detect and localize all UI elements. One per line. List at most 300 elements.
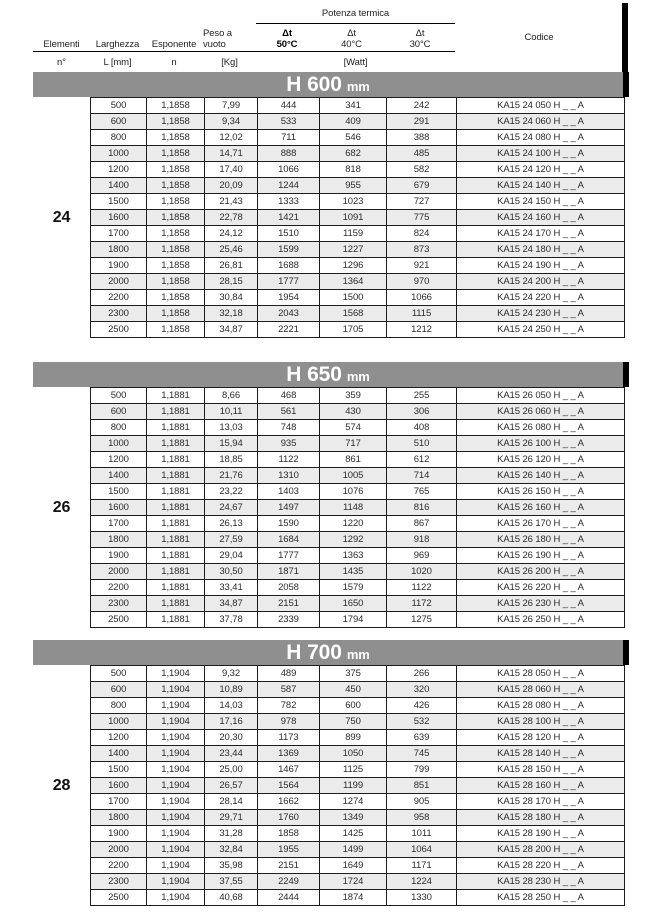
cell-larghezza: 2200 <box>108 860 129 871</box>
col-label-codice: Codice <box>524 31 554 43</box>
cell-peso-a-vuoto: 24,67 <box>204 500 257 515</box>
cell-watt-50: 2058 <box>257 580 319 595</box>
cell-codice: KA15 24 170 H _ _ A <box>456 226 624 241</box>
table-row <box>91 226 624 242</box>
cell-watt-50: 468 <box>257 388 319 403</box>
cell-watt-40: 717 <box>319 436 386 451</box>
section-unit: mm <box>346 79 370 94</box>
table-row <box>91 890 624 906</box>
cell-watt-50: 1954 <box>257 290 319 305</box>
cell-codice: KA15 28 150 H _ _ A <box>456 762 624 777</box>
cell-peso-a-vuoto: 21,76 <box>204 468 257 483</box>
cell-peso-a-vuoto: 31,28 <box>204 826 257 841</box>
cell-peso-a-vuoto: 29,71 <box>204 810 257 825</box>
delta-t-40-temp: 40°C <box>341 39 362 50</box>
cell-esponente: 1,1858 <box>146 306 204 321</box>
cell-watt-40: 1227 <box>319 242 386 257</box>
cell-larghezza: 2200 <box>108 582 129 593</box>
cell-larghezza: 1400 <box>108 470 129 481</box>
cell-watt-30: 1115 <box>386 306 456 321</box>
col-header-codice <box>455 24 623 50</box>
cell-larghezza: 2200 <box>108 292 129 303</box>
delta-t-50-temp: 50°C <box>276 39 298 50</box>
cell-watt-40: 1159 <box>319 226 386 241</box>
cell-watt-40: 1425 <box>319 826 386 841</box>
cell-peso-a-vuoto: 37,55 <box>204 874 257 889</box>
col-subheader-kg: [Kg] <box>221 56 238 68</box>
cell-watt-30: 426 <box>386 698 456 713</box>
col-header-esponente <box>145 24 203 50</box>
cell-watt-30: 1171 <box>386 858 456 873</box>
col-label-larghezza: Larghezza <box>95 39 140 50</box>
cell-watt-40: 1292 <box>319 532 386 547</box>
table-row <box>91 290 624 306</box>
cell-esponente: 1,1881 <box>146 564 204 579</box>
table-row <box>91 420 624 436</box>
cell-watt-40: 1274 <box>319 794 386 809</box>
cell-codice: KA15 26 190 H _ _ A <box>456 548 624 563</box>
cell-codice: KA15 28 190 H _ _ A <box>456 826 624 841</box>
cell-esponente: 1,1881 <box>146 532 204 547</box>
cell-peso-a-vuoto: 27,59 <box>204 532 257 547</box>
cell-watt-50: 2221 <box>257 322 319 337</box>
cell-codice: KA15 24 220 H _ _ A <box>456 290 624 305</box>
cell-watt-30: 1224 <box>386 874 456 889</box>
cell-codice: KA15 28 160 H _ _ A <box>456 778 624 793</box>
table-row <box>91 404 624 420</box>
cell-larghezza: 2300 <box>108 876 129 887</box>
cell-watt-50: 1403 <box>257 484 319 499</box>
cell-watt-50: 2043 <box>257 306 319 321</box>
cell-watt-30: 1066 <box>386 290 456 305</box>
section-unit: mm <box>346 369 370 384</box>
cell-peso-a-vuoto: 30,84 <box>204 290 257 305</box>
cell-peso-a-vuoto: 35,98 <box>204 858 257 873</box>
cell-peso-a-vuoto: 12,02 <box>204 130 257 145</box>
cell-watt-40: 899 <box>319 730 386 745</box>
cell-watt-50: 748 <box>257 420 319 435</box>
cell-larghezza: 1900 <box>108 828 129 839</box>
cell-watt-50: 1497 <box>257 500 319 515</box>
cell-watt-50: 1244 <box>257 178 319 193</box>
cell-peso-a-vuoto: 7,99 <box>204 98 257 113</box>
cell-watt-30: 765 <box>386 484 456 499</box>
cell-codice: KA15 24 190 H _ _ A <box>456 258 624 273</box>
table-row <box>91 778 624 794</box>
cell-watt-40: 409 <box>319 114 386 129</box>
cell-watt-40: 1499 <box>319 842 386 857</box>
cell-watt-50: 1369 <box>257 746 319 761</box>
cell-peso-a-vuoto: 17,40 <box>204 162 257 177</box>
col-header-elementi <box>33 24 90 50</box>
cell-watt-30: 1011 <box>386 826 456 841</box>
cell-watt-40: 1125 <box>319 762 386 777</box>
cell-peso-a-vuoto: 13,03 <box>204 420 257 435</box>
cell-peso-a-vuoto: 29,04 <box>204 548 257 563</box>
cell-larghezza: 500 <box>110 390 127 401</box>
section-table <box>90 387 625 628</box>
cell-watt-50: 1599 <box>257 242 319 257</box>
cell-watt-40: 1050 <box>319 746 386 761</box>
cell-watt-30: 679 <box>386 178 456 193</box>
cell-esponente: 1,1904 <box>146 746 204 761</box>
table-row <box>91 210 624 226</box>
cell-esponente: 1,1904 <box>146 794 204 809</box>
cell-watt-50: 1066 <box>257 162 319 177</box>
cell-esponente: 1,1858 <box>146 258 204 273</box>
cell-watt-30: 745 <box>386 746 456 761</box>
cell-codice: KA15 26 140 H _ _ A <box>456 468 624 483</box>
cell-larghezza: 1800 <box>108 244 129 255</box>
table-row <box>91 500 624 516</box>
col-header-larghezza <box>90 24 145 50</box>
table-row <box>91 596 624 612</box>
cell-codice: KA15 24 160 H _ _ A <box>456 210 624 225</box>
cell-codice: KA15 26 250 H _ _ A <box>456 612 624 627</box>
cell-larghezza: 1000 <box>108 716 129 727</box>
header-underline <box>33 51 455 52</box>
cell-esponente: 1,1881 <box>146 548 204 563</box>
cell-codice: KA15 26 060 H _ _ A <box>456 404 624 419</box>
table-row <box>91 98 624 114</box>
cell-codice: KA15 28 060 H _ _ A <box>456 682 624 697</box>
cell-watt-50: 782 <box>257 698 319 713</box>
cell-watt-30: 639 <box>386 730 456 745</box>
section-table <box>90 97 625 338</box>
cell-larghezza: 1000 <box>108 438 129 449</box>
cell-esponente: 1,1858 <box>146 98 204 113</box>
cell-codice: KA15 28 120 H _ _ A <box>456 730 624 745</box>
cell-watt-40: 600 <box>319 698 386 713</box>
cell-watt-40: 1579 <box>319 580 386 595</box>
cell-watt-50: 1858 <box>257 826 319 841</box>
cell-esponente: 1,1904 <box>146 666 204 681</box>
cell-watt-50: 1564 <box>257 778 319 793</box>
cell-watt-40: 1349 <box>319 810 386 825</box>
cell-watt-40: 1650 <box>319 596 386 611</box>
cell-codice: KA15 28 250 H _ _ A <box>456 890 624 905</box>
cell-watt-30: 1212 <box>386 322 456 337</box>
cell-watt-30: 1064 <box>386 842 456 857</box>
table-row <box>91 306 624 322</box>
cell-larghezza: 1800 <box>108 534 129 545</box>
table-row <box>91 682 624 698</box>
cell-watt-40: 1296 <box>319 258 386 273</box>
table-row <box>91 146 624 162</box>
cell-watt-30: 612 <box>386 452 456 467</box>
col-label-peso-a-vuoto: Peso a vuoto <box>203 28 232 50</box>
table-row <box>91 564 624 580</box>
cell-peso-a-vuoto: 22,78 <box>204 210 257 225</box>
cell-watt-30: 388 <box>386 130 456 145</box>
cell-watt-30: 291 <box>386 114 456 129</box>
cell-watt-30: 1122 <box>386 580 456 595</box>
cell-codice: KA15 26 100 H _ _ A <box>456 436 624 451</box>
cell-codice: KA15 24 050 H _ _ A <box>456 98 624 113</box>
cell-watt-40: 861 <box>319 452 386 467</box>
cell-watt-40: 750 <box>319 714 386 729</box>
cell-codice: KA15 26 050 H _ _ A <box>456 388 624 403</box>
cell-esponente: 1,1904 <box>146 714 204 729</box>
cell-watt-40: 1874 <box>319 890 386 905</box>
cell-peso-a-vuoto: 21,43 <box>204 194 257 209</box>
cell-watt-50: 1590 <box>257 516 319 531</box>
cell-codice: KA15 26 180 H _ _ A <box>456 532 624 547</box>
cell-peso-a-vuoto: 28,14 <box>204 794 257 809</box>
table-row <box>91 388 624 404</box>
cell-codice: KA15 26 080 H _ _ A <box>456 420 624 435</box>
cell-watt-30: 727 <box>386 194 456 209</box>
section-h-600 <box>0 72 659 338</box>
col-subheader-watt: [Watt] <box>343 56 368 68</box>
cell-watt-40: 1076 <box>319 484 386 499</box>
section-h-700 <box>0 640 659 906</box>
cell-peso-a-vuoto: 15,94 <box>204 436 257 451</box>
cell-watt-40: 450 <box>319 682 386 697</box>
cell-esponente: 1,1858 <box>146 130 204 145</box>
cell-watt-50: 2151 <box>257 858 319 873</box>
cell-larghezza: 2300 <box>108 598 129 609</box>
cell-watt-30: 1330 <box>386 890 456 905</box>
section-banner <box>33 362 623 387</box>
sections-container <box>0 72 659 906</box>
cell-watt-30: 510 <box>386 436 456 451</box>
cell-codice: KA15 26 220 H _ _ A <box>456 580 624 595</box>
cell-watt-30: 582 <box>386 162 456 177</box>
cell-peso-a-vuoto: 14,03 <box>204 698 257 713</box>
cell-esponente: 1,1858 <box>146 210 204 225</box>
table-row <box>91 746 624 762</box>
table-row <box>91 532 624 548</box>
cell-esponente: 1,1881 <box>146 596 204 611</box>
cell-codice: KA15 28 170 H _ _ A <box>456 794 624 809</box>
cell-watt-50: 1760 <box>257 810 319 825</box>
table-row <box>91 580 624 596</box>
cell-larghezza: 500 <box>110 100 127 111</box>
section-title: H 600 <box>286 73 342 96</box>
cell-codice: KA15 26 230 H _ _ A <box>456 596 624 611</box>
table-row <box>91 114 624 130</box>
cell-watt-50: 888 <box>257 146 319 161</box>
cell-larghezza: 1200 <box>108 732 129 743</box>
cell-esponente: 1,1881 <box>146 516 204 531</box>
section-h-650 <box>0 362 659 628</box>
cell-peso-a-vuoto: 17,16 <box>204 714 257 729</box>
cell-esponente: 1,1881 <box>146 420 204 435</box>
cell-peso-a-vuoto: 9,32 <box>204 666 257 681</box>
cell-watt-30: 242 <box>386 98 456 113</box>
table-row <box>91 322 624 338</box>
table-row <box>91 242 624 258</box>
cell-watt-50: 533 <box>257 114 319 129</box>
table-row <box>91 516 624 532</box>
cell-larghezza: 2500 <box>108 892 129 903</box>
cell-esponente: 1,1881 <box>146 612 204 627</box>
cell-larghezza: 1500 <box>108 764 129 775</box>
cell-larghezza: 1600 <box>108 212 129 223</box>
cell-codice: KA15 26 120 H _ _ A <box>456 452 624 467</box>
cell-larghezza: 2000 <box>108 276 129 287</box>
cell-larghezza: 1000 <box>108 148 129 159</box>
cell-watt-40: 818 <box>319 162 386 177</box>
cell-watt-30: 824 <box>386 226 456 241</box>
cell-peso-a-vuoto: 26,81 <box>204 258 257 273</box>
cell-watt-40: 1500 <box>319 290 386 305</box>
cell-watt-30: 905 <box>386 794 456 809</box>
cell-watt-30: 532 <box>386 714 456 729</box>
cell-larghezza: 800 <box>110 422 127 433</box>
col-label-elementi: Elementi <box>43 39 80 50</box>
cell-codice: KA15 28 230 H _ _ A <box>456 874 624 889</box>
table-row <box>91 274 624 290</box>
cell-watt-50: 1777 <box>257 548 319 563</box>
cell-watt-50: 1310 <box>257 468 319 483</box>
cell-watt-40: 1364 <box>319 274 386 289</box>
cell-larghezza: 1400 <box>108 180 129 191</box>
cell-peso-a-vuoto: 40,68 <box>204 890 257 905</box>
cell-watt-40: 1435 <box>319 564 386 579</box>
cell-watt-40: 341 <box>319 98 386 113</box>
cell-peso-a-vuoto: 10,89 <box>204 682 257 697</box>
cell-watt-40: 1568 <box>319 306 386 321</box>
section-banner <box>33 72 623 97</box>
cell-esponente: 1,1858 <box>146 162 204 177</box>
cell-watt-30: 255 <box>386 388 456 403</box>
cell-watt-30: 958 <box>386 810 456 825</box>
cell-esponente: 1,1904 <box>146 682 204 697</box>
cell-watt-40: 1724 <box>319 874 386 889</box>
col-subheader-n-exp: n <box>171 56 177 68</box>
cell-larghezza: 1600 <box>108 502 129 513</box>
cell-codice: KA15 26 160 H _ _ A <box>456 500 624 515</box>
cell-codice: KA15 26 170 H _ _ A <box>456 516 624 531</box>
cell-codice: KA15 24 060 H _ _ A <box>456 114 624 129</box>
cell-peso-a-vuoto: 26,57 <box>204 778 257 793</box>
cell-watt-40: 1199 <box>319 778 386 793</box>
element-count-label: 28 <box>52 776 71 794</box>
cell-esponente: 1,1881 <box>146 404 204 419</box>
cell-watt-40: 359 <box>319 388 386 403</box>
cell-watt-30: 320 <box>386 682 456 697</box>
cell-watt-50: 1467 <box>257 762 319 777</box>
cell-esponente: 1,1904 <box>146 874 204 889</box>
cell-larghezza: 600 <box>110 116 127 127</box>
cell-esponente: 1,1881 <box>146 580 204 595</box>
cell-watt-30: 306 <box>386 404 456 419</box>
cell-watt-50: 1955 <box>257 842 319 857</box>
cell-codice: KA15 28 200 H _ _ A <box>456 842 624 857</box>
cell-watt-40: 546 <box>319 130 386 145</box>
cell-watt-40: 430 <box>319 404 386 419</box>
cell-codice: KA15 28 100 H _ _ A <box>456 714 624 729</box>
cell-esponente: 1,1904 <box>146 842 204 857</box>
table-row <box>91 194 624 210</box>
cell-larghezza: 2000 <box>108 566 129 577</box>
cell-esponente: 1,1904 <box>146 730 204 745</box>
cell-codice: KA15 24 120 H _ _ A <box>456 162 624 177</box>
cell-esponente: 1,1881 <box>146 388 204 403</box>
cell-peso-a-vuoto: 10,11 <box>204 404 257 419</box>
cell-esponente: 1,1881 <box>146 452 204 467</box>
table-row <box>91 730 624 746</box>
cell-watt-30: 714 <box>386 468 456 483</box>
cell-peso-a-vuoto: 33,41 <box>204 580 257 595</box>
cell-peso-a-vuoto: 34,87 <box>204 596 257 611</box>
table-row <box>91 178 624 194</box>
cell-watt-50: 711 <box>257 130 319 145</box>
cell-esponente: 1,1904 <box>146 762 204 777</box>
section-body <box>33 387 659 628</box>
cell-peso-a-vuoto: 9,34 <box>204 114 257 129</box>
cell-watt-50: 1777 <box>257 274 319 289</box>
cell-codice: KA15 26 200 H _ _ A <box>456 564 624 579</box>
cell-watt-50: 1173 <box>257 730 319 745</box>
cell-watt-50: 1421 <box>257 210 319 225</box>
cell-peso-a-vuoto: 20,09 <box>204 178 257 193</box>
cell-larghezza: 1500 <box>108 486 129 497</box>
cell-watt-50: 1662 <box>257 794 319 809</box>
table-row <box>91 436 624 452</box>
cell-codice: KA15 28 050 H _ _ A <box>456 666 624 681</box>
cell-larghezza: 1200 <box>108 164 129 175</box>
cell-codice: KA15 24 250 H _ _ A <box>456 322 624 337</box>
cell-watt-30: 1275 <box>386 612 456 627</box>
cell-codice: KA15 28 220 H _ _ A <box>456 858 624 873</box>
cell-watt-30: 918 <box>386 532 456 547</box>
cell-watt-50: 1510 <box>257 226 319 241</box>
cell-codice: KA15 28 140 H _ _ A <box>456 746 624 761</box>
section-unit: mm <box>346 647 370 662</box>
cell-esponente: 1,1858 <box>146 194 204 209</box>
cell-watt-40: 1091 <box>319 210 386 225</box>
cell-larghezza: 1700 <box>108 518 129 529</box>
cell-watt-50: 489 <box>257 666 319 681</box>
cell-watt-40: 375 <box>319 666 386 681</box>
cell-watt-50: 2339 <box>257 612 319 627</box>
cell-esponente: 1,1904 <box>146 890 204 905</box>
cell-larghezza: 600 <box>110 684 127 695</box>
cell-larghezza: 800 <box>110 132 127 143</box>
cell-codice: KA15 24 150 H _ _ A <box>456 194 624 209</box>
cell-codice: KA15 28 080 H _ _ A <box>456 698 624 713</box>
col-subheader-l-mm: L [mm] <box>103 56 132 68</box>
col-header-delta-t-50 <box>256 24 318 50</box>
cell-watt-30: 408 <box>386 420 456 435</box>
cell-esponente: 1,1904 <box>146 810 204 825</box>
cell-codice: KA15 24 140 H _ _ A <box>456 178 624 193</box>
cell-peso-a-vuoto: 23,44 <box>204 746 257 761</box>
element-count-label: 26 <box>52 498 71 516</box>
cell-watt-30: 873 <box>386 242 456 257</box>
cell-larghezza: 500 <box>110 668 127 679</box>
cell-watt-40: 1363 <box>319 548 386 563</box>
cell-codice: KA15 24 180 H _ _ A <box>456 242 624 257</box>
cell-watt-40: 955 <box>319 178 386 193</box>
cell-peso-a-vuoto: 32,84 <box>204 842 257 857</box>
cell-esponente: 1,1881 <box>146 436 204 451</box>
cell-larghezza: 2500 <box>108 614 129 625</box>
cell-watt-50: 444 <box>257 98 319 113</box>
cell-watt-50: 1122 <box>257 452 319 467</box>
col-header-peso-a-vuoto <box>203 24 256 50</box>
cell-watt-40: 1220 <box>319 516 386 531</box>
cell-watt-50: 2151 <box>257 596 319 611</box>
cell-peso-a-vuoto: 32,18 <box>204 306 257 321</box>
delta-t-symbol: Δt <box>415 28 425 39</box>
section-banner <box>33 640 623 665</box>
cell-larghezza: 2000 <box>108 844 129 855</box>
cell-codice: KA15 24 230 H _ _ A <box>456 306 624 321</box>
